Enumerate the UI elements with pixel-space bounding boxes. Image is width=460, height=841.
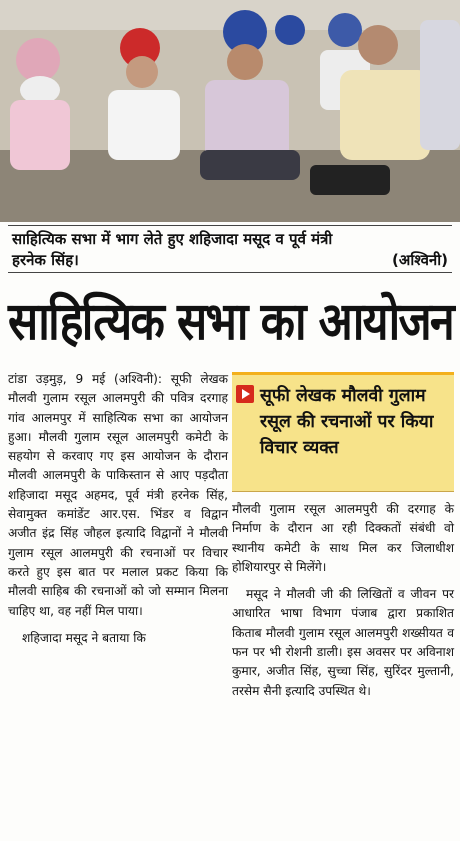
caption-line-2: हरनेक सिंह। [12, 251, 79, 269]
group-photo [0, 0, 460, 222]
article-paragraph: शहिजादा मसूद ने बताया कि [22, 630, 146, 645]
caption-credit: (अश्विनी) [392, 251, 448, 269]
article-column-right [232, 500, 454, 701]
photo-caption [8, 225, 452, 273]
group-photo-icon [0, 0, 460, 222]
article-paragraph: मौलवी गुलाम रसूल आलमपुरी की दरगाह के निर्माण के दौरान आ रही दिक्कतों संबंधी वो स्थानीय कमेटी के साथ मिल कर जिलाधीश होशियारपुर से मिलेंगे। [232, 502, 454, 574]
article-column-left [8, 370, 228, 648]
caption-line-1: साहित्यिक सभा में भाग लेते हुए शहिजादा मसूद व पूर्व मंत्री [12, 230, 333, 248]
play-arrow-icon [236, 385, 254, 403]
highlight-box [232, 372, 454, 492]
article-headline: साहित्यिक सभा का आयोजन [8, 292, 454, 352]
article-paragraph: टांडा उड़मुड़, 9 मई (अश्विनी): सूफी लेखक मौलवी गुलाम रसूल आलमपुरी की पवित्र दरगाह गांव आलमपुर में साहित्यिक सभा का आयोजन हुआ। मौलवी गुलाम रसूल आलमपुरी कमेटी के सहयोग से करवाए गए इस आयोजन के दौरान मौलवी आलमपुरी के पाकिस्तान से आए पड़दौता शहिजादा मसूद अहमद, पूर्व मंत्री हरनेक सिंह, सेवामुक्त कमांडेंट आर.एस. भिंडर व विद्वान अजीत इंद्र सिंह जौहल इत्यादि विद्वानों ने मौलवी गुलाम रसूल आलमपुरी की रचनाओं पर विचार करते हुए इस बात पर मलाल प्रकट किया कि मौलवी साहिब की रचनाओं को जो सम्मान मिलना चाहिए था, वह नहीं मिल पाया। [8, 372, 228, 618]
highlight-text: सूफी लेखक मौलवी गुलाम रसूल की रचनाओं पर किया विचार व्यक्त [260, 386, 434, 458]
article-paragraph: मसूद ने मौलवी जी की लिखितों व जीवन पर आधारित भाषा विभाग पंजाब द्वारा प्रकाशित किताब मौलवी गुलाम रसूल आलमपुरी शख्सीयत व फन पर भी रोशनी डाली। इस अवसर पर अविनाश कुमार, अजीत सिंह, सुच्चा सिंह, सुरिंदर मुल्तानी, तरसेम सैनी इत्यादि उपस्थित थे। [232, 587, 454, 698]
